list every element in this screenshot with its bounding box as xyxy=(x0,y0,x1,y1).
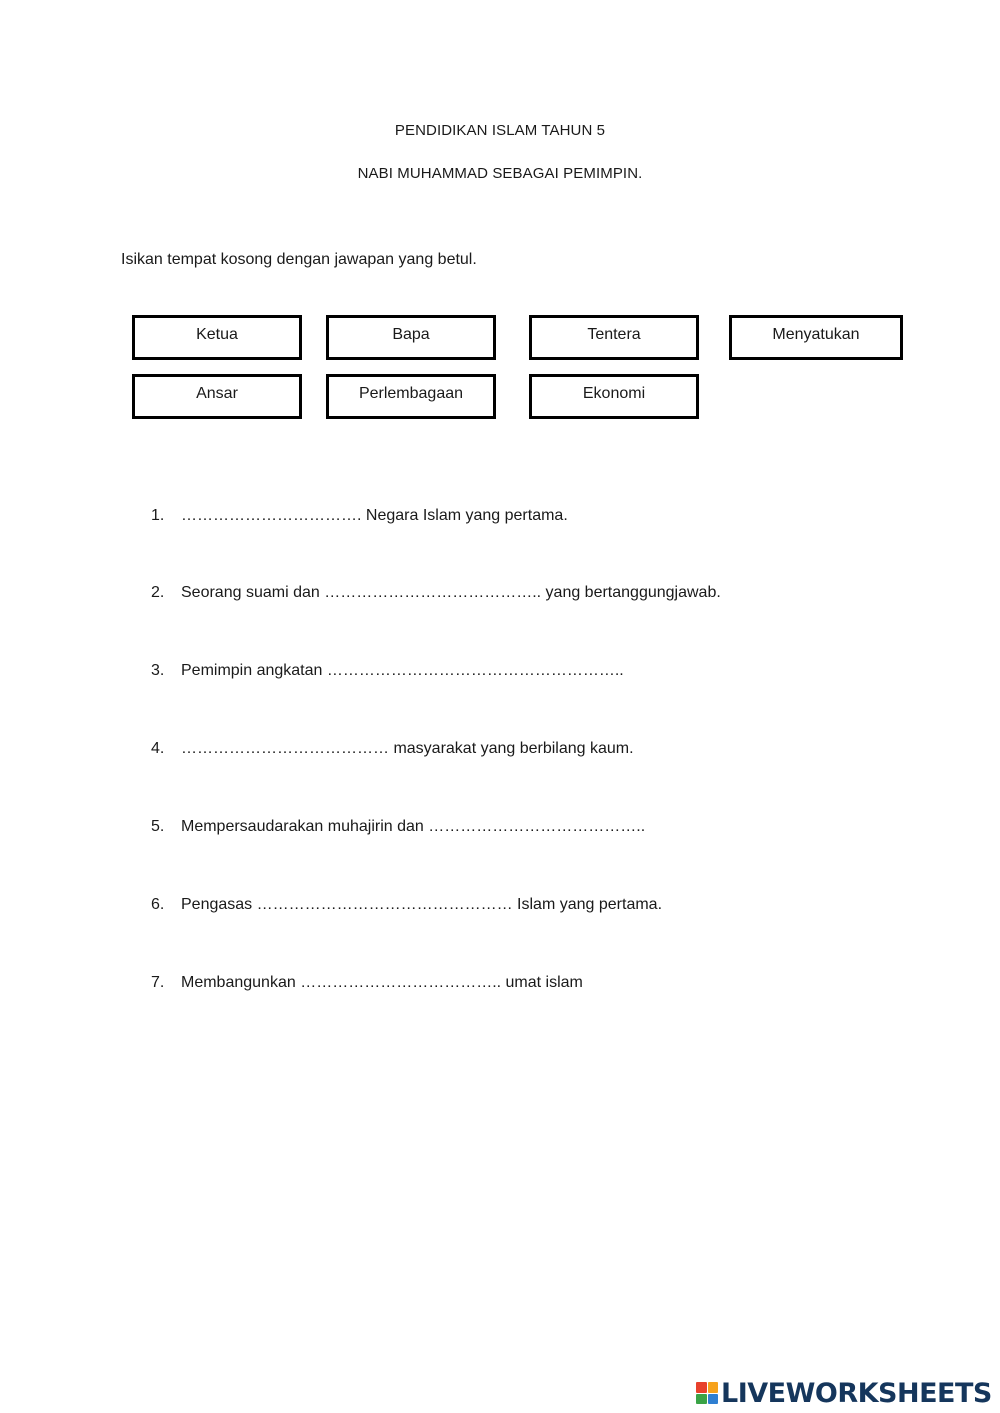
word-bank-item[interactable]: Menyatukan xyxy=(729,315,903,360)
question-text[interactable]: ……………………………. Negara Islam yang pertama. xyxy=(181,507,568,524)
question-text[interactable]: Pemimpin angkatan ……………………………………………….. xyxy=(181,662,624,679)
word-bank-item[interactable]: Perlembagaan xyxy=(326,374,496,419)
question-number: 5. xyxy=(151,818,165,835)
question-item xyxy=(151,740,634,758)
question-text[interactable]: Seorang suami dan ………………………………….. yang bertanggungjawab. xyxy=(181,584,721,601)
question-item xyxy=(151,818,645,836)
question-number: 4. xyxy=(151,740,165,757)
question-text[interactable]: Mempersaudarakan muhajirin dan ………………………………….. xyxy=(181,818,646,835)
logo-square xyxy=(696,1382,707,1393)
logo-square xyxy=(708,1394,719,1405)
question-number: 2. xyxy=(151,584,165,601)
question-text[interactable]: Pengasas ………………………………………… Islam yang pertama. xyxy=(181,896,663,913)
page-subtitle: NABI MUHAMMAD SEBAGAI PEMIMPIN. xyxy=(357,165,643,182)
question-number: 6. xyxy=(151,896,165,913)
question-text[interactable]: ………………………………… masyarakat yang berbilang kaum. xyxy=(181,740,634,757)
logo-wordmark: LIVEWORKSHEETS xyxy=(721,1377,992,1409)
liveworksheets-logo-icon xyxy=(696,1382,718,1404)
question-item xyxy=(151,974,583,992)
question-number: 7. xyxy=(151,974,165,991)
word-bank-item[interactable]: Ketua xyxy=(132,315,302,360)
question-item xyxy=(151,584,721,602)
word-bank-item[interactable]: Tentera xyxy=(529,315,699,360)
liveworksheets-logo xyxy=(696,1376,992,1410)
logo-square xyxy=(696,1394,707,1405)
question-item xyxy=(151,507,568,525)
word-bank-item[interactable]: Bapa xyxy=(326,315,496,360)
word-bank-item[interactable]: Ekonomi xyxy=(529,374,699,419)
instruction-text: Isikan tempat kosong dengan jawapan yang betul. xyxy=(121,251,477,268)
question-item xyxy=(151,662,624,680)
question-number: 3. xyxy=(151,662,165,679)
word-bank-item[interactable]: Ansar xyxy=(132,374,302,419)
logo-square xyxy=(708,1382,719,1393)
question-item xyxy=(151,896,662,914)
question-text[interactable]: Membangunkan ……………………………….. umat islam xyxy=(181,974,583,991)
page-title: PENDIDIKAN ISLAM TAHUN 5 xyxy=(394,122,606,139)
question-number: 1. xyxy=(151,507,165,524)
